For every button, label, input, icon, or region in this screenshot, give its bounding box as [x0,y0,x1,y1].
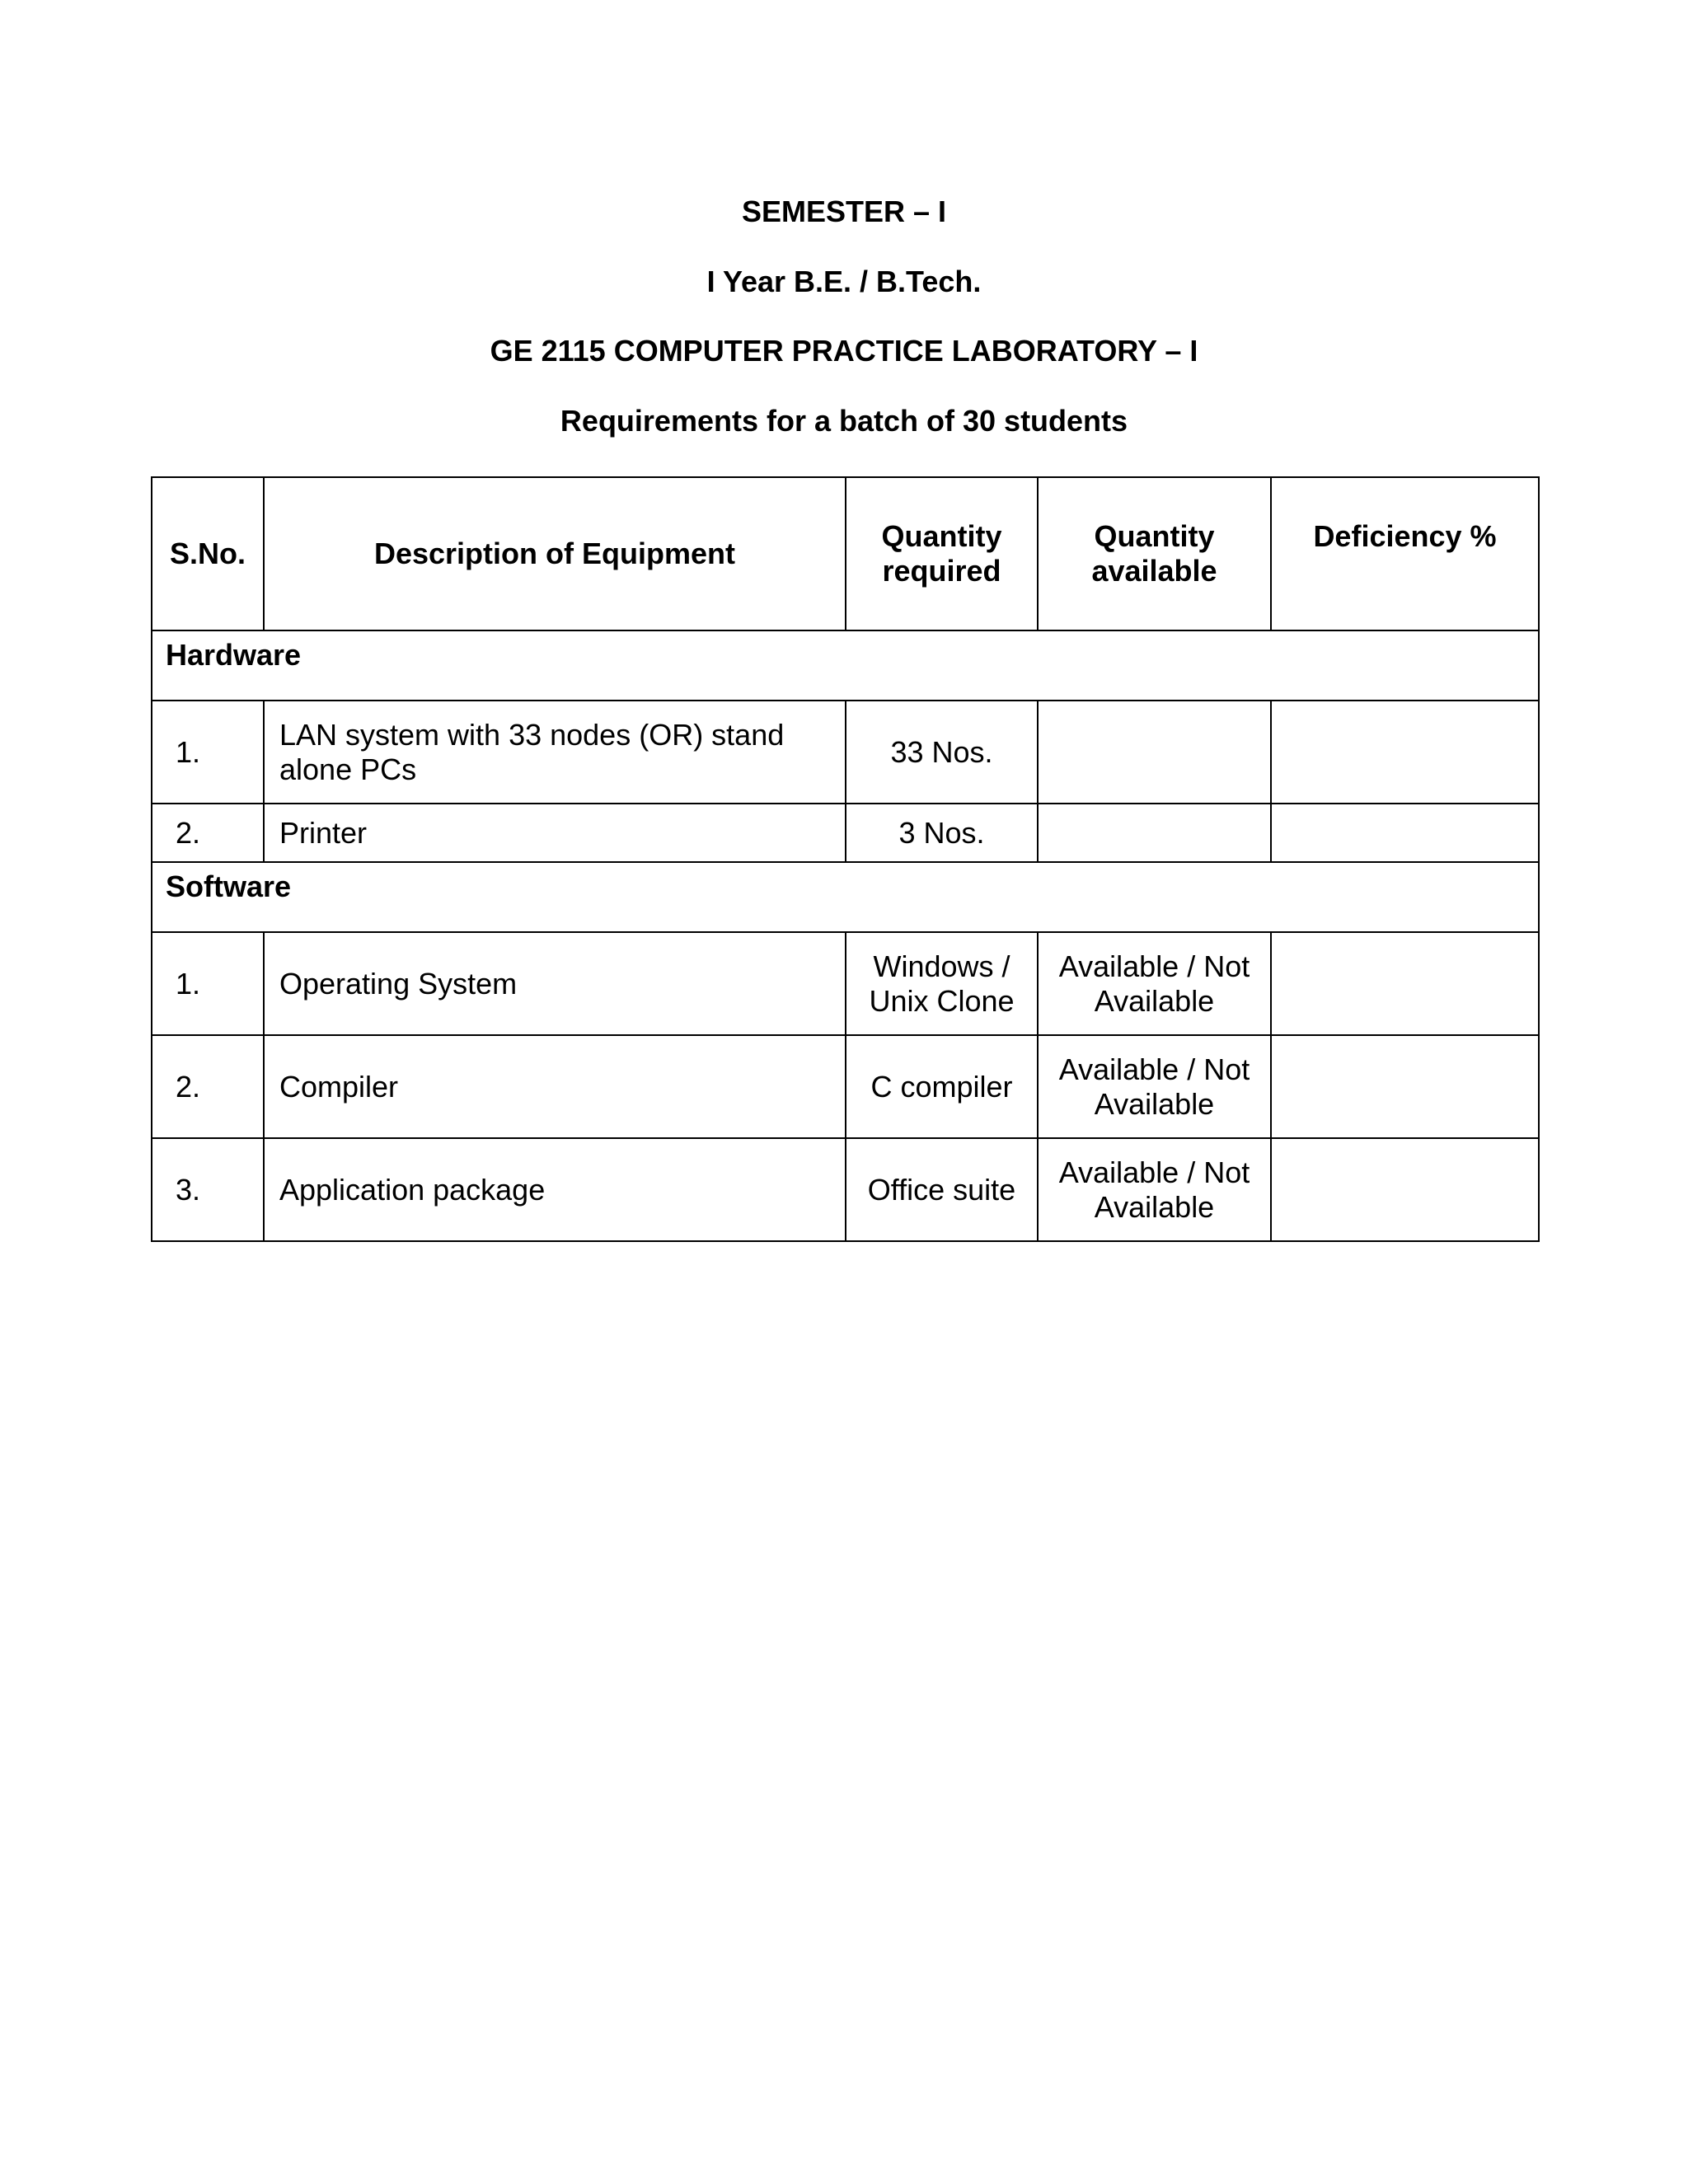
course-title: GE 2115 COMPUTER PRACTICE LABORATORY – I [490,334,1198,368]
requirements-heading: Requirements for a batch of 30 students [560,404,1128,438]
cell-sno: 3. [152,1138,264,1241]
cell-description: Operating System [264,932,846,1035]
cell-description: LAN system with 33 nodes (OR) stand alone PCs [264,701,846,804]
section-label-software: Software [152,862,1539,932]
cell-deficiency [1271,932,1539,1035]
cell-qty-available [1038,701,1271,804]
cell-description: Printer [264,804,846,862]
cell-qty-required: 33 Nos. [846,701,1038,804]
cell-description: Application package [264,1138,846,1241]
cell-qty-required: Windows / Unix Clone [846,932,1038,1035]
column-header-qty-available: Quantity available [1038,477,1271,630]
table-header-row [152,477,1539,630]
cell-sno: 2. [152,804,264,862]
cell-qty-available [1038,804,1271,862]
cell-qty-required: C compiler [846,1035,1038,1138]
cell-qty-available: Available / Not Available [1038,932,1271,1035]
section-label-hardware: Hardware [152,630,1539,701]
requirements-table [151,476,1540,1242]
cell-description: Compiler [264,1035,846,1138]
cell-sno: 1. [152,701,264,804]
section-row-hardware [152,630,1539,701]
table-row [152,1138,1539,1241]
cell-qty-required: 3 Nos. [846,804,1038,862]
cell-deficiency [1271,1035,1539,1138]
table-row [152,1035,1539,1138]
table-row [152,932,1539,1035]
column-header-description: Description of Equipment [264,477,846,630]
cell-sno: 1. [152,932,264,1035]
column-header-deficiency: Deficiency % [1271,477,1539,630]
cell-deficiency [1271,804,1539,862]
table-row [152,804,1539,862]
cell-sno: 2. [152,1035,264,1138]
table-row [152,701,1539,804]
cell-qty-required: Office suite [846,1138,1038,1241]
column-header-sno: S.No. [152,477,264,630]
cell-qty-available: Available / Not Available [1038,1138,1271,1241]
cell-qty-available: Available / Not Available [1038,1035,1271,1138]
semester-heading: SEMESTER – I [741,194,947,228]
cell-deficiency [1271,701,1539,804]
year-heading: I Year B.E. / B.Tech. [706,265,982,298]
column-header-qty-required: Quantity required [846,477,1038,630]
section-row-software [152,862,1539,932]
cell-deficiency [1271,1138,1539,1241]
